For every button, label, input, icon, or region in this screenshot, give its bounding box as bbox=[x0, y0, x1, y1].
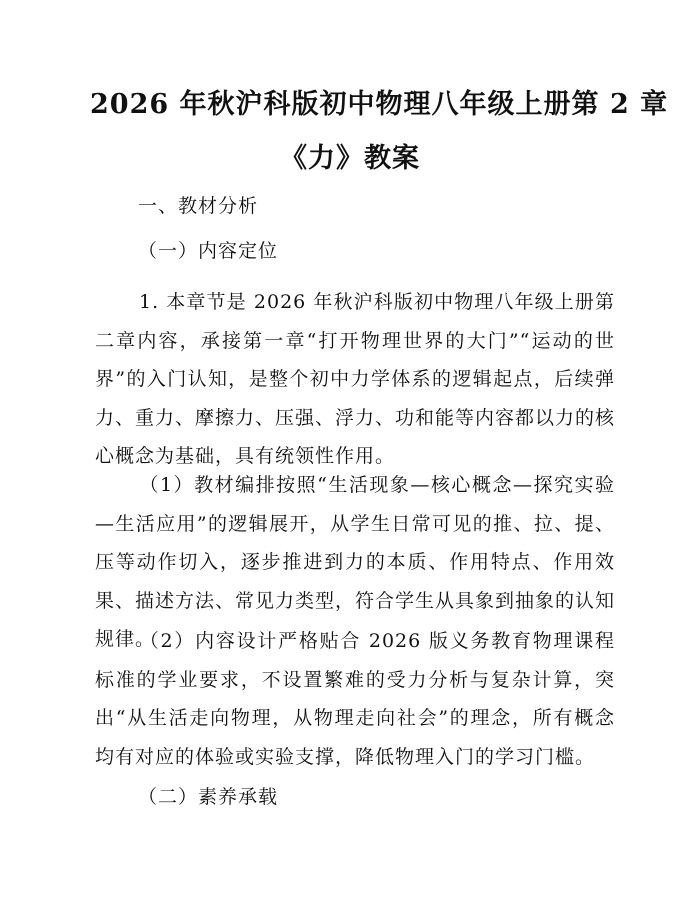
paragraph-2-text: （1）教材编排按照“生活现象—核心概念—探究实验—生活应用”的逻辑展开，从学生日常可见的推、拉、提、压等动作切入，逐步推进到力的本质、作用特点、作用效果、描述方法、常见力类型，符合学生从具象到抽象的认知规律。 bbox=[95, 474, 616, 650]
subsection-heading-literacy: （二）素养承载 bbox=[138, 786, 279, 808]
paragraph-3 bbox=[95, 622, 615, 776]
document-title-line2: 《力》教案 bbox=[280, 143, 420, 174]
section-heading-textbook-analysis: 一、教材分析 bbox=[138, 195, 259, 217]
subsection-heading-content-positioning: （一）内容定位 bbox=[138, 240, 279, 262]
paragraph-3-text: （2）内容设计严格贴合 2026 版义务教育物理课程标准的学业要求，不设置繁难的受力分析与复杂计算，突出“从生活走向物理，从物理走向社会”的理念，所有概念均有对应的体验或实验支撑，降低物理入门的学习门槛。 bbox=[95, 630, 615, 768]
document-title-line1: 2026 年秋沪科版初中物理八年级上册第 2 章 bbox=[90, 89, 669, 120]
paragraph-1-text: 1. 本章节是 2026 年秋沪科版初中物理八年级上册第二章内容，承接第一章“打开物理世界的大门”“运动的世界”的入门认知，是整个初中力学体系的逻辑起点，后续弹力、重力、摩擦力、压强、浮力、功和能等内容都以力的核心概念为基础，具有统领性作用。 bbox=[95, 291, 616, 467]
paragraph-1 bbox=[95, 283, 615, 476]
